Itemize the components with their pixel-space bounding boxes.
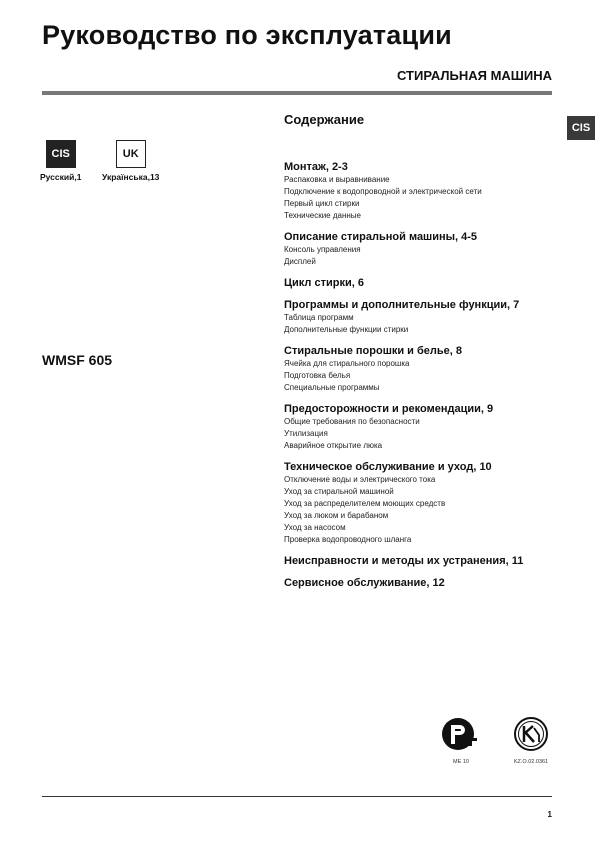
top-divider [42, 91, 552, 95]
toc-item[interactable]: Дополнительные функции стирки [284, 325, 409, 334]
toc-item[interactable]: Консоль управления [284, 245, 361, 254]
toc-section-heading[interactable]: Техническое обслуживание и уход, 10 [284, 461, 492, 473]
page-title: Руководство по эксплуатации [42, 20, 452, 50]
toc-item[interactable]: Таблица программ [284, 313, 354, 322]
toc-section [284, 160, 564, 222]
table-of-contents [284, 160, 564, 598]
certification-kz-label: KZ.О.02.0361 [513, 759, 549, 765]
toc-item[interactable]: Утилизация [284, 429, 328, 438]
bottom-divider [42, 796, 552, 797]
language-cis[interactable] [40, 140, 81, 182]
page-number: 1 [547, 810, 552, 819]
toc-section-heading[interactable]: Описание стиральной машины, 4-5 [284, 231, 478, 243]
toc-item[interactable]: Подготовка белья [284, 371, 351, 380]
toc-section [284, 554, 564, 568]
toc-section [284, 276, 564, 290]
toc-item[interactable]: Уход за насосом [284, 523, 346, 532]
toc-section [284, 344, 564, 394]
toc-item[interactable]: Уход за распределителем моющих средств [284, 499, 446, 508]
language-label-uk: Українська,13 [102, 172, 160, 182]
toc-title: Содержание [284, 112, 365, 127]
certification-kz [511, 716, 551, 765]
language-code-cis: CIS [46, 140, 76, 168]
toc-item[interactable]: Распаковка и выравнивание [284, 175, 390, 184]
toc-item[interactable]: Общие требования по безопасности [284, 417, 420, 426]
toc-section-heading[interactable]: Стиральные порошки и белье, 8 [284, 345, 463, 357]
certification-pct [441, 716, 481, 765]
pct-mark-icon [441, 716, 481, 752]
toc-section-heading[interactable]: Сервисное обслуживание, 12 [284, 577, 445, 589]
toc-section [284, 230, 564, 268]
language-uk[interactable] [102, 140, 159, 182]
toc-item[interactable]: Уход за люком и барабаном [284, 511, 389, 520]
toc-item[interactable]: Отключение воды и электрического тока [284, 475, 436, 484]
toc-section [284, 460, 564, 546]
toc-item[interactable]: Специальные программы [284, 383, 380, 392]
toc-section-heading[interactable]: Программы и дополнительные функции, 7 [284, 299, 520, 311]
toc-section [284, 402, 564, 452]
toc-item[interactable]: Технические данные [284, 211, 362, 220]
toc-item[interactable]: Проверка водопроводного шланга [284, 535, 412, 544]
toc-section [284, 298, 564, 336]
toc-section-heading[interactable]: Предосторожности и рекомендации, 9 [284, 403, 494, 415]
certification-pct-label: ME 10 [453, 759, 469, 765]
language-label-cis: Русский,1 [40, 172, 82, 182]
toc-section-heading[interactable]: Неисправности и методы их устранения, 11 [284, 555, 524, 567]
language-code-uk: UK [116, 140, 146, 168]
toc-item[interactable]: Подключение к водопроводной и электрической сети [284, 187, 482, 196]
toc-item[interactable]: Аварийное открытие люка [284, 441, 383, 450]
toc-item[interactable]: Первый цикл стирки [284, 199, 360, 208]
toc-item[interactable]: Ячейка для стирального порошка [284, 359, 410, 368]
model-name: WMSF 605 [42, 352, 113, 368]
toc-item[interactable]: Дисплей [284, 257, 316, 266]
toc-section-heading[interactable]: Цикл стирки, 6 [284, 277, 364, 289]
toc-item[interactable]: Уход за стиральной машиной [284, 487, 394, 496]
side-language-tab: CIS [567, 116, 595, 140]
page-subtitle: СТИРАЛЬНАЯ МАШИНА [396, 68, 552, 83]
toc-section [284, 576, 564, 590]
kz-mark-icon [511, 716, 551, 752]
toc-section-heading[interactable]: Монтаж, 2-3 [284, 161, 348, 173]
